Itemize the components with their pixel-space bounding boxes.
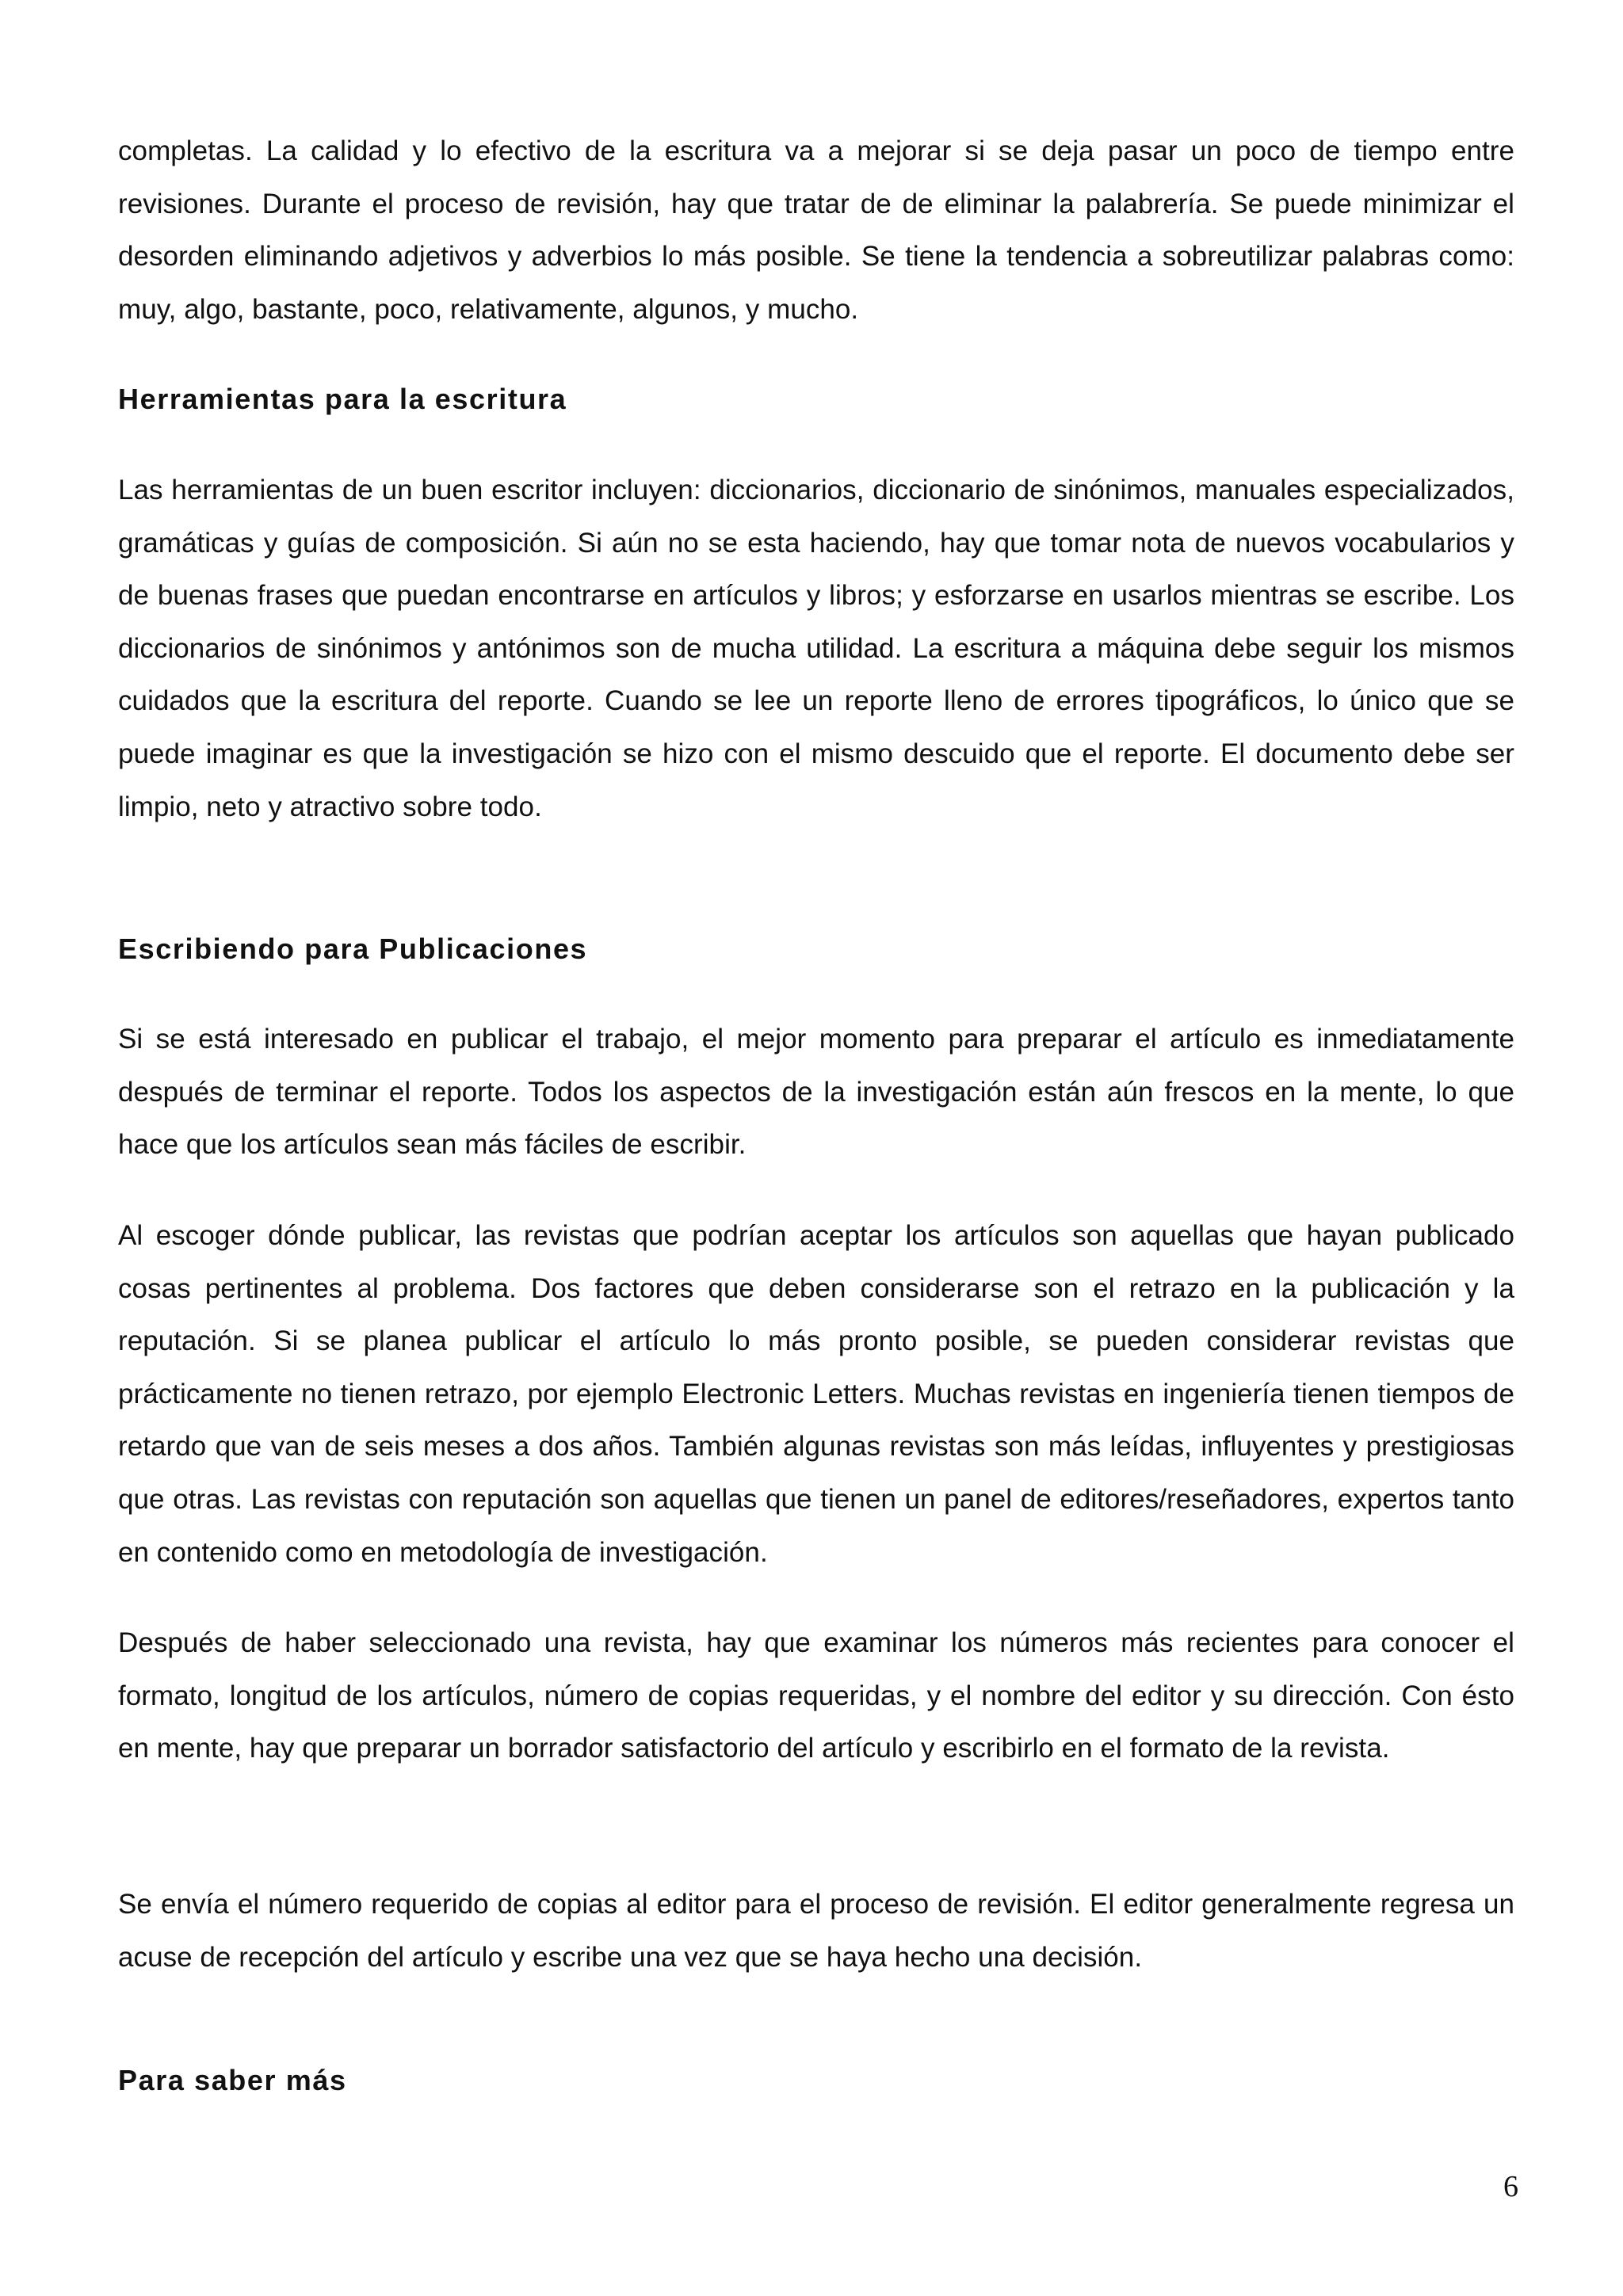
paragraph-publicaciones-2: Al escoger dónde publicar, las revistas que podrían aceptar los artículos son aquellas que hayan publicado cosas pertinentes al problema. Dos factores que deben considerarse son el retrazo en la publicación y la reputación. Si se planea publicar el artículo lo más pronto posible, se pueden considerar revistas que prácticamente no tienen retrazo, por ejemplo Electronic Letters. Muchas revistas en ingeniería tienen tiempos de retardo que van de seis meses a dos años. También algunas revistas son más leídas, influyentes y prestigiosas que otras. Las revistas con reputación son aquellas que tienen un panel de editores/reseñadores, expertos tanto en contenido como en metodología de investigación. <box>118 1220 1514 1568</box>
paragraph-publicaciones-3: Después de haber seleccionado una revista, hay que examinar los números más recientes para conocer el formato, longitud de los artículos, número de copias requeridas, y el nombre del editor y su dirección. Con ésto en mente, hay que preparar un borrador satisfactorio del artículo y escribirlo en el formato de la revista. <box>118 1627 1514 1764</box>
heading-herramientas: Herramientas para la escritura <box>118 383 567 415</box>
heading-para-saber-mas: Para saber más <box>118 2064 347 2096</box>
page-number: 6 <box>1503 2170 1518 2203</box>
document-page <box>118 0 1514 2296</box>
paragraph-publicaciones-1: Si se está interesado en publicar el trabajo, el mejor momento para preparar el artículo es inmediatamente después de terminar el reporte. Todos los aspectos de la investigación están aún frescos en la mente, lo que hace que los artículos sean más fáciles de escribir. <box>118 1024 1514 1161</box>
paragraph-publicaciones-4: Se envía el número requerido de copias al editor para el proceso de revisión. El editor generalmente regresa un acuse de recepción del artículo y escribe una vez que se haya hecho una decisión. <box>118 1889 1514 1973</box>
paragraph-herramientas: Las herramientas de un buen escritor incluyen: diccionarios, diccionario de sinónimos, manuales especializados, gramáticas y guías de composición. Si aún no se esta haciendo, hay que tomar nota de nuevos vocabularios y de buenas frases que puedan encontrarse en artículos y libros; y esforzarse en usarlos mientras se escribe. Los diccionarios de sinónimos y antónimos son de mucha utilidad. La escritura a máquina debe seguir los mismos cuidados que la escritura del reporte. Cuando se lee un reporte lleno de errores tipográficos, lo único que se puede imaginar es que la investigación se hizo con el mismo descuido que el reporte. El documento debe ser limpio, neto y atractivo sobre todo. <box>118 475 1514 822</box>
heading-publicaciones: Escribiendo para Publicaciones <box>118 933 588 965</box>
intro-paragraph: completas. La calidad y lo efectivo de la escritura va a mejorar si se deja pasar un poco de tiempo entre revisiones. Durante el proceso de revisión, hay que tratar de de eliminar la palabrería. Se puede minimizar el desorden eliminando adjetivos y adverbios lo más posible. Se tiene la tendencia a sobreutilizar palabras como: muy, algo, bastante, poco, relativamente, algunos, y mucho. <box>118 135 1514 325</box>
